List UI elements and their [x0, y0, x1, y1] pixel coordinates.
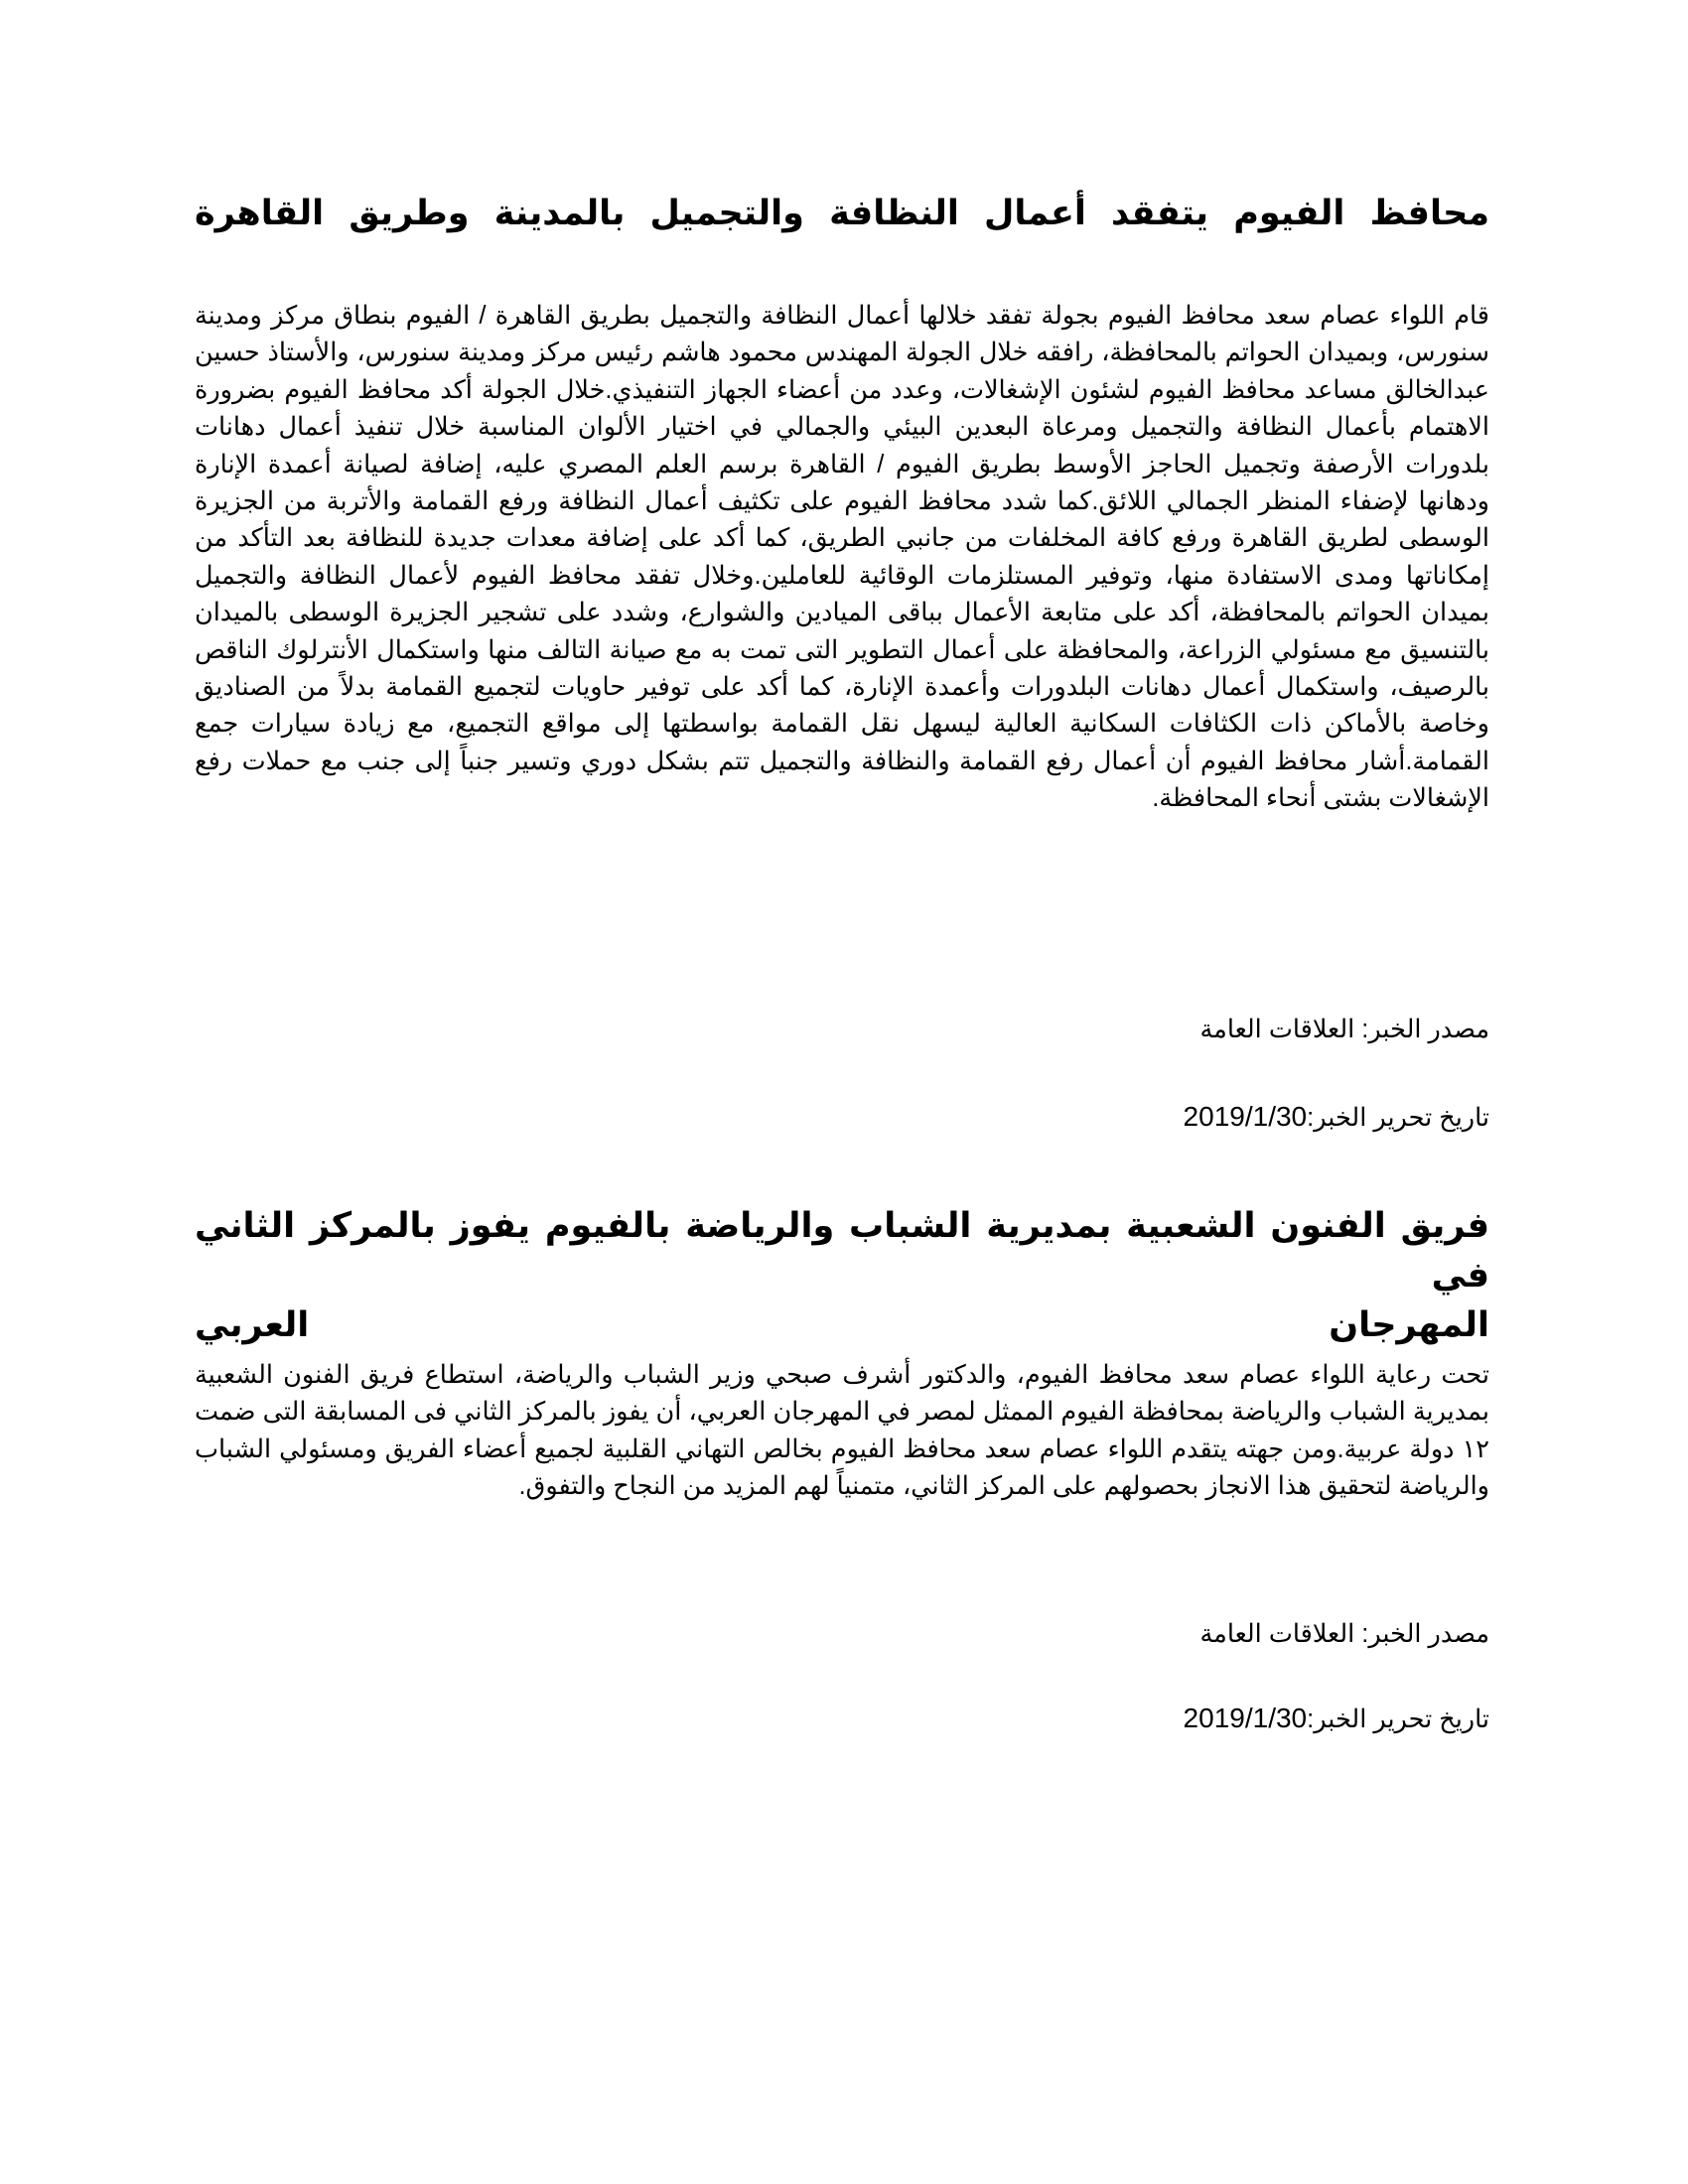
article-1-body: قام اللواء عصام سعد محافظ الفيوم بجولة تفقد خلالها أعمال النظافة والتجميل بطريق القاهرة / الفيوم بنطاق مركز ومدينة سنورس، وبميدان الحواتم بالمحافظة، رافقه خلال الجولة المهندس محمود هاشم رئيس مركز ومدينة سنورس، والأستاذ حسين عبدالخالق مساعد محافظ الفيوم لشئون الإشغالات، وعدد من أعضاء الجهاز التنفيذي.خلال الجولة أكد محافظ الفيوم بضرورة الاهتمام بأعمال النظافة والتجميل ومرعاة البعدين البيئي والجمالي في اختيار الألوان المناسبة خلال تنفيذ أعمال دهانات بلدورات الأرصفة وتجميل الحاجز الأوسط بطريق الفيوم / القاهرة برسم العلم المصري عليه، إضافة لصيانة أعمدة الإنارة ودهانها لإضفاء المنظر الجمالي اللائق.كما شدد محافظ الفيوم على تكثيف أعمال النظافة ورفع القمامة والأتربة من الجزيرة الوسطى لطريق القاهرة ورفع كافة المخلفات من جانبي الطريق، كما أكد على إضافة معدات جديدة للنظافة بعد التأكد من إمكاناتها ومدى الاستفادة منها، وتوفير المستلزمات الوقائية للعاملين.وخلال تفقد محافظ الفيوم لأعمال النظافة والتجميل بميدان الحواتم بالمحافظة، أكد على متابعة الأعمال بباقى الميادين والشوارع، وشدد على تشجير الجزيرة الوسطى بالميدان بالتنسيق مع مسئولي الزراعة، والمحافظة على أعمال التطوير التى تمت به مع صيانة التالف منها واستكمال الأنترلوك الناقص بالرصيف، واستكمال أعمال دهانات البلدورات وأعمدة الإنارة، كما أكد على توفير حاويات لتجميع القمامة بدلاً من الصناديق وخاصة بالأماكن ذات الكثافات السكانية العالية ليسهل نقل القمامة بواسطتها إلى مواقع التجميع، مع زيادة سيارات جمع القمامة.أشار محافظ الفيوم أن أعمال رفع القمامة والنظافة والتجميل تتم بشكل دوري وتسير جنباً إلى جنب مع حملات رفع الإشغالات بشتى أنحاء المحافظة.: [195, 302, 1489, 813]
article-2-title-line-1: فريق الفنون الشعبية بمديرية الشباب والرياضة بالفيوم يفوز بالمركز الثاني في: [195, 1206, 1489, 1296]
article-2-title: [195, 1201, 1489, 1350]
article-2-source: مصدر الخبر: العلاقات العامة: [1199, 1620, 1489, 1648]
article-1-title: محافظ الفيوم يتفقد أعمال النظافة والتجميل بالمدينة وطريق القاهرة: [195, 194, 1489, 233]
article-1-date: [1184, 1098, 1489, 1137]
article-1-source: مصدر الخبر: العلاقات العامة: [1199, 1016, 1489, 1043]
article-1-date-label: تاريخ تحرير الخبر:: [1307, 1104, 1489, 1132]
article-1-date-value: 2019/1/30: [1183, 1101, 1308, 1132]
article-2-date: [1184, 1700, 1489, 1738]
article-2-title-line-2: المهرجان العربي: [195, 1305, 1489, 1345]
article-2-body: تحت رعاية اللواء عصام سعد محافظ الفيوم، والدكتور أشرف صبحي وزير الشباب والرياضة، استطاع فريق الفنون الشعبية بمديرية الشباب والرياضة بمحافظة الفيوم الممثل لمصر في المهرجان العربي، أن يفوز بالمركز الثاني فى المسابقة التى ضمت ١٢ دولة عربية.ومن جهته يتقدم اللواء عصام سعد محافظ الفيوم بخالص التهاني القلبية لجميع أعضاء الفريق ومسئولي الشباب والرياضة لتحقيق هذا الانجاز بحصولهم على المركز الثاني، متمنياً لهم المزيد من النجاح والتفوق.: [195, 1361, 1489, 1501]
document-page: [195, 0, 1489, 2184]
article-2-date-value: 2019/1/30: [1183, 1703, 1308, 1733]
article-2-date-label: تاريخ تحرير الخبر:: [1307, 1706, 1489, 1733]
